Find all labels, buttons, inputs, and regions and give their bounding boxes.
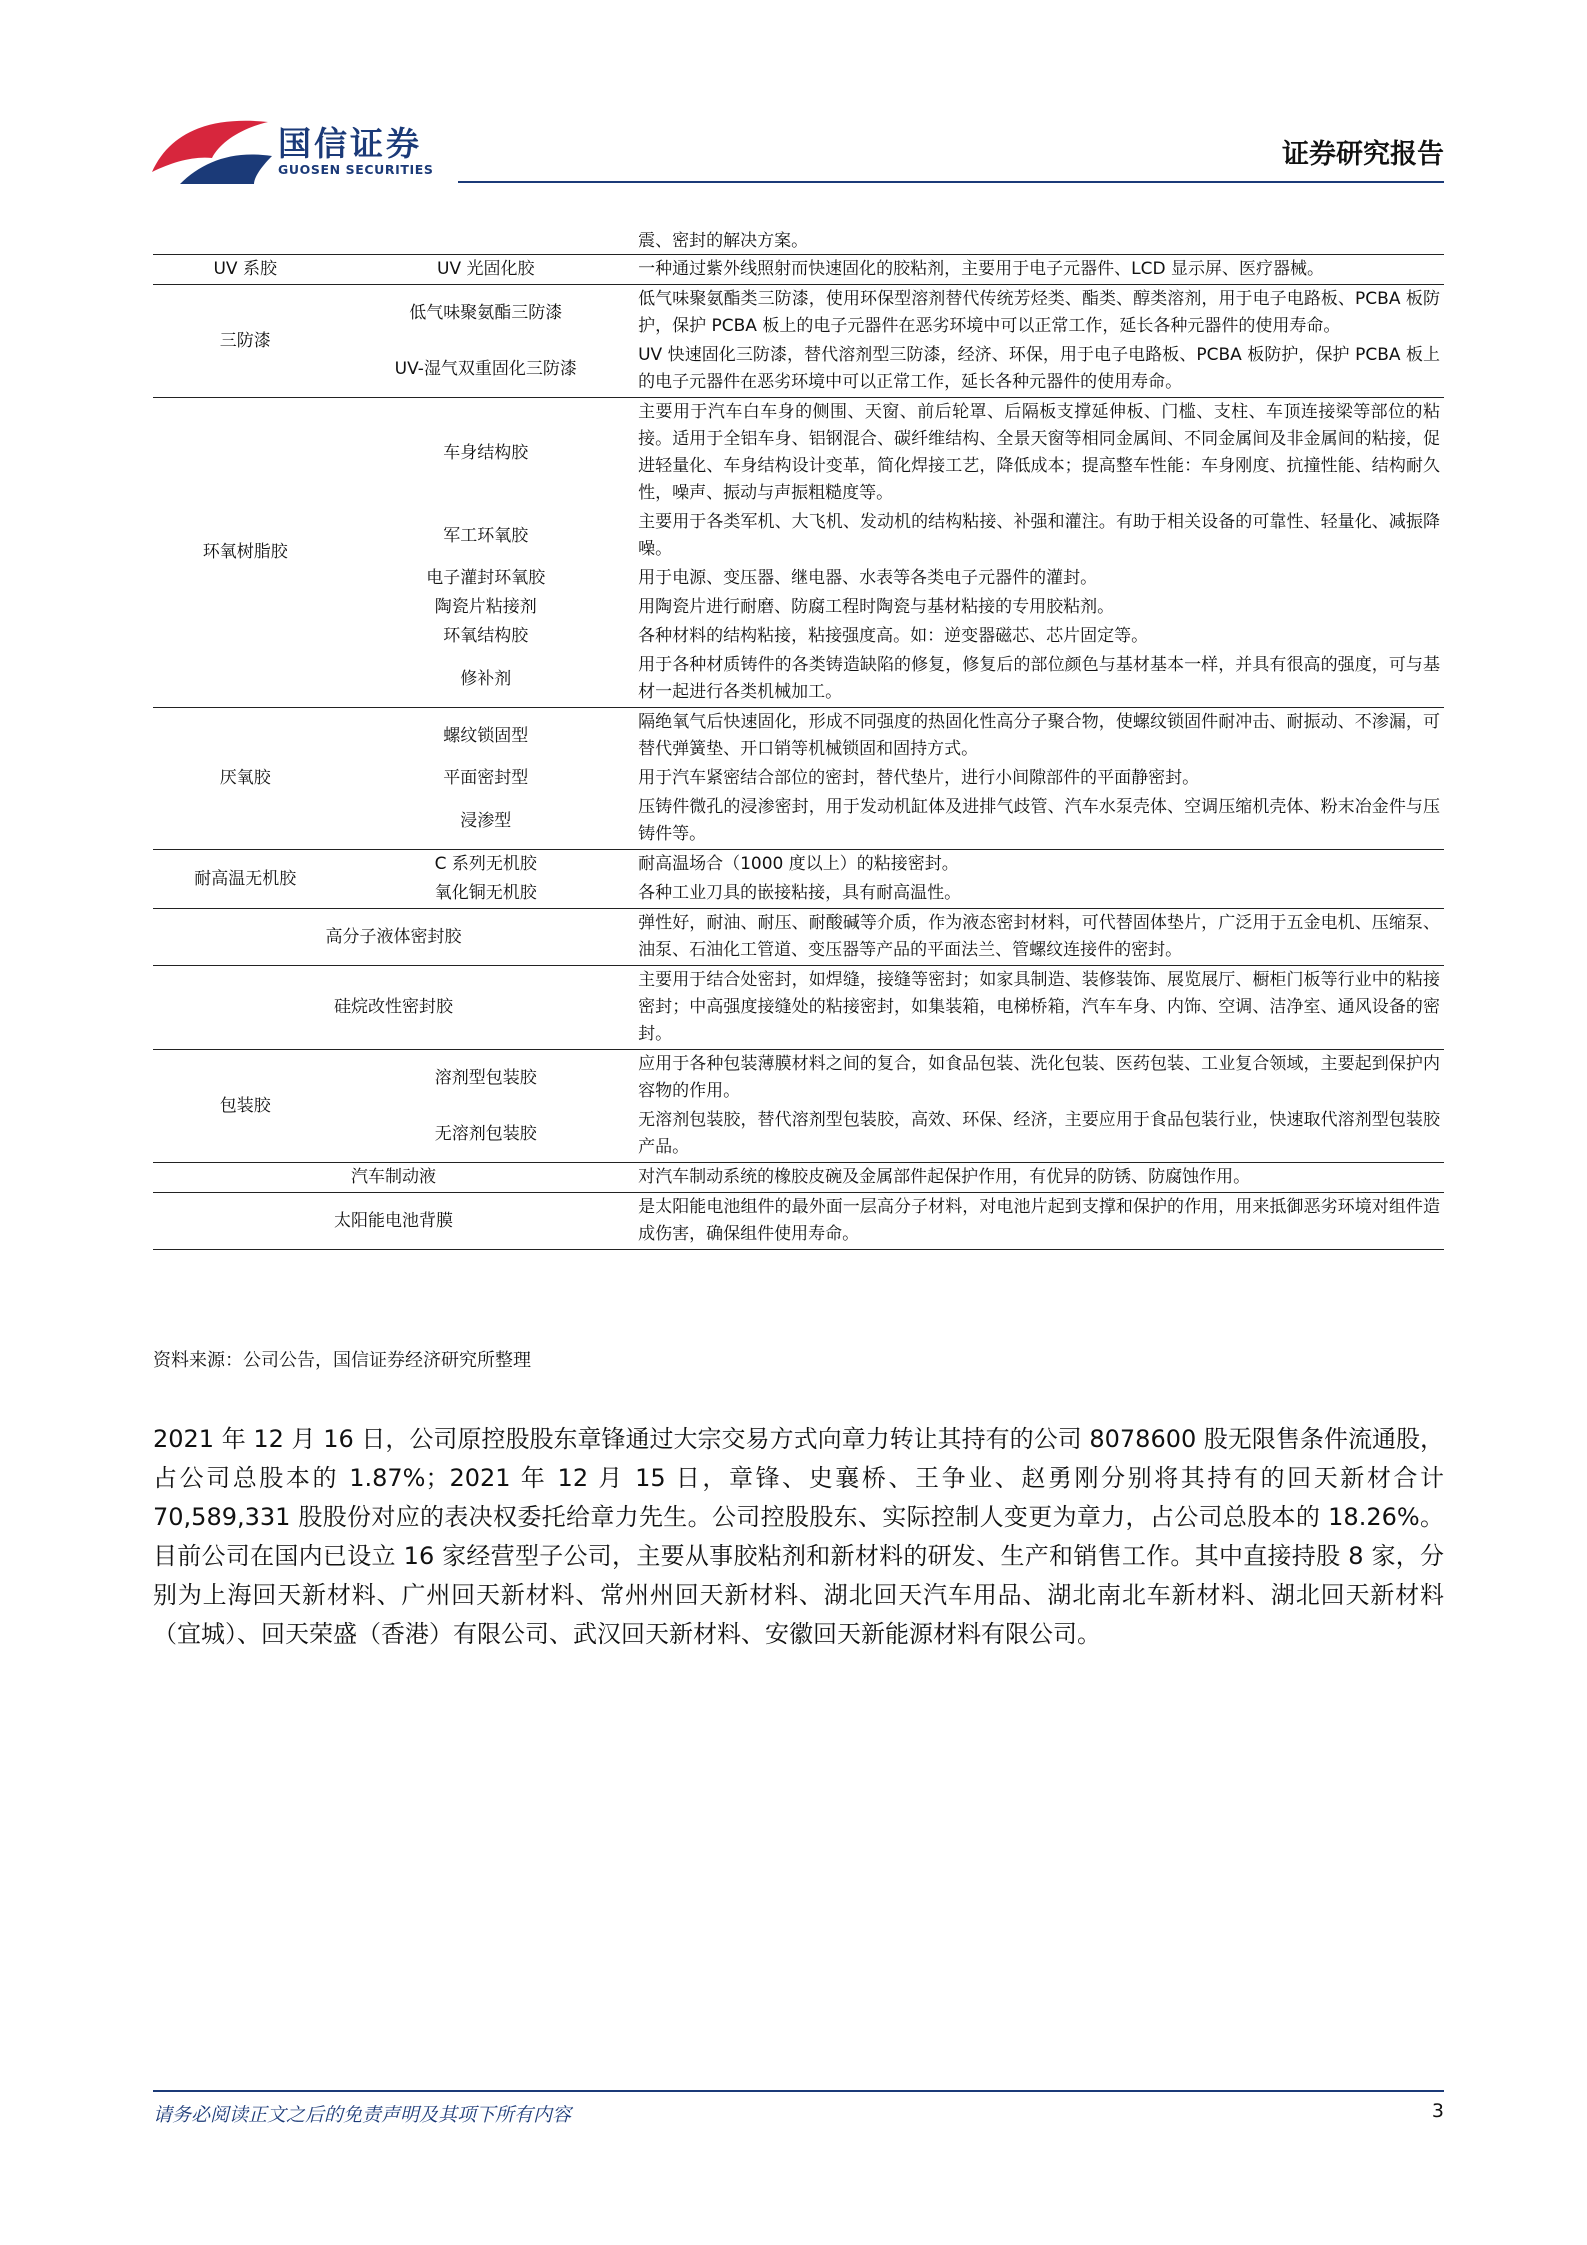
product-cell [337,228,634,255]
product-cell: UV 光固化胶 [337,255,634,285]
logo-name-en: GUOSEN SECURITIES [278,162,434,177]
logo-name-cn: 国信证券 [278,124,422,163]
table-row [153,879,1444,909]
description-cell: 用于电源、变压器、继电器、水表等各类电子元器件的灌封。 [638,568,1098,588]
product-cell: 溶剂型包装胶 [337,1050,634,1107]
description-cell: 压铸件微孔的浸渗密封，用于发动机缸体及进排气歧管、汽车水泵壳体、空调压缩机壳体、粉末冶金件与压铸件等。 [638,797,1440,844]
product-cell: UV-湿气双重固化三防漆 [394,358,577,379]
table-row [153,564,1444,593]
description-cell: UV 快速固化三防漆，替代溶剂型三防漆，经济、环保，用于电子电路板、PCBA 板防护，保护 PCBA 板上的电子元器件在恶劣环境中可以正常工作，延长各种元器件的使用寿命。 [638,345,1440,392]
product-cell: 环氧结构胶 [443,626,529,646]
description-cell: 一种通过紫外线照射而快速固化的胶粘剂，主要用于电子元器件、LCD 显示屏、医疗器械。 [634,255,1444,285]
category-cell: 硅烷改性密封胶 [153,966,634,1050]
category-cell: 厌氧胶 [153,708,337,850]
product-cell: 氧化铜无机胶 [434,883,537,903]
product-cell: 军工环氧胶 [443,525,529,546]
description-cell: 主要用于各类军机、大飞机、发动机的结构粘接、补强和灌注。有助于相关设备的可靠性、轻量化、减振降噪。 [638,512,1440,559]
category-cell: UV 系胶 [153,255,337,285]
description-cell: 各种工业刀具的嵌接粘接，具有耐高温性。 [638,883,962,903]
description-cell: 主要用于汽车白车身的侧围、天窗、前后轮罩、后隔板支撑延伸板、门槛、支柱、车顶连接梁等部位的粘接。适用于全铝车身、铝钢混合、碳纤维结构、全景天窗等相同金属间、不同金属间及非金属间的粘接，促进轻量化、车身结构设计变革，简化焊接工艺，降低成本；提高整车性能：车身刚度、抗撞性能、结构耐久性，噪声、振动与声振粗糙度等。 [634,398,1444,509]
description-cell: 低气味聚氨酯类三防漆，使用环保型溶剂替代传统芳烃类、酯类、醇类溶剂，用于电子电路板、PCBA 板防护，保护 PCBA 板上的电子元器件在恶劣环境中可以正常工作，延长各种元器件的使用寿命。 [634,285,1444,342]
table-row [153,708,1444,765]
report-type-title: 证券研究报告 [1282,139,1444,170]
category-cell: 三防漆 [153,285,337,398]
description-cell: 用于各种材质铸件的各类铸造缺陷的修复，修复后的部位颜色与基材基本一样，并具有很高的强度，可与基材一起进行各类机械加工。 [638,655,1440,702]
table-row [153,909,1444,966]
table-row [153,228,1444,255]
table-row [153,508,1444,564]
table-row [153,255,1444,285]
category-cell: 高分子液体密封胶 [153,909,634,966]
description-cell: 弹性好，耐油、耐压、耐酸碱等介质，作为液态密封材料，可代替固体垫片，广泛用于五金电机、压缩泵、油泵、石油化工管道、变压器等产品的平面法兰、管螺纹连接件的密封。 [634,909,1444,966]
table-row [153,593,1444,622]
product-table [153,228,1444,1250]
category-cell: 太阳能电池背膜 [153,1193,634,1250]
product-cell: 修补剂 [460,668,512,689]
table-row [153,622,1444,651]
category-cell: 环氧树脂胶 [153,398,337,708]
header-divider [458,181,1444,183]
description-cell: 耐高温场合（1000 度以上）的粘接密封。 [634,850,1444,880]
table-row [153,651,1444,708]
description-cell: 无溶剂包装胶，替代溶剂型包装胶，高效、环保、经济，主要应用于食品包装行业，快速取代溶剂型包装胶产品。 [638,1110,1440,1157]
product-cell: 低气味聚氨酯三防漆 [337,285,634,342]
description-cell: 用于汽车紧密结合部位的密封，替代垫片，进行小间隙部件的平面静密封。 [638,768,1200,788]
product-cell: 陶瓷片粘接剂 [434,597,537,617]
category-cell: 包装胶 [153,1050,337,1163]
description-cell: 隔绝氧气后快速固化，形成不同强度的热固化性高分子聚合物，使螺纹锁固件耐冲击、耐振动、不渗漏，可替代弹簧垫、开口销等机械锁固和固持方式。 [634,708,1444,765]
page-number: 3 [1431,2100,1444,2122]
table-row [153,1106,1444,1163]
body-paragraph: 2021 年 12 月 16 日，公司原控股股东章锋通过大宗交易方式向章力转让其持有的公司 8078600 股无限售条件流通股，占公司总股本的 1.87%；2021 年 12 月 15 日，章锋、史襄桥、王争业、赵勇刚分别将其持有的回天新材合计 70,589,331 股股份对应的表决权委托给章力先生。公司控股股东、实际控制人变更为章力，占公司总股本的 18.26%。目前公司在国内已设立 16 家经营型子公司，主要从事胶粘剂和新材料的研发、生产和销售工作。其中直接持股 8 家，分别为上海回天新材料、广州回天新材料、常州州回天新材料、湖北回天汽车用品、湖北南北车新材料、湖北回天新材料（宜城）、回天荣盛（香港）有限公司、武汉回天新材料、安徽回天新能源材料有限公司。 [153,1425,1444,1648]
table-row [153,764,1444,793]
table-row [153,285,1444,342]
category-cell: 汽车制动液 [153,1163,634,1193]
product-cell: 电子灌封环氧胶 [426,568,546,588]
table-row [153,793,1444,850]
table-row [153,966,1444,1050]
logo-swoosh-navy [180,154,272,184]
table-row [153,1050,1444,1107]
table-source: 资料来源：公司公告，国信证券经济研究所整理 [153,1350,531,1371]
table-row [153,850,1444,880]
description-cell: 主要用于结合处密封，如焊缝，接缝等密封；如家具制造、装修装饰、展览展厅、橱柜门板等行业中的粘接密封；中高强度接缝处的粘接密封，如集装箱，电梯桥箱，汽车车身、内饰、空调、洁净室、通风设备的密封。 [634,966,1444,1050]
description-cell: 用陶瓷片进行耐磨、防腐工程时陶瓷与基材粘接的专用胶粘剂。 [638,597,1115,617]
description-cell: 各种材料的结构粘接，粘接强度高。如：逆变器磁芯、芯片固定等。 [638,626,1149,646]
table-row [153,1163,1444,1193]
footer-divider [153,2090,1444,2092]
product-cell: 浸渗型 [460,810,512,831]
footer-disclaimer: 请务必阅读正文之后的免责声明及其项下所有内容 [153,2104,572,2126]
description-cell: 震、密封的解决方案。 [638,231,809,251]
product-cell: C 系列无机胶 [337,850,634,880]
description-cell: 是太阳能电池组件的最外面一层高分子材料，对电池片起到支撑和保护的作用，用来抵御恶劣环境对组件造成伤害，确保组件使用寿命。 [634,1193,1444,1250]
description-cell: 应用于各种包装薄膜材料之间的复合，如食品包装、洗化包装、医药包装、工业复合领域，主要起到保护内容物的作用。 [634,1050,1444,1107]
table-row [153,341,1444,398]
table-row [153,1193,1444,1250]
description-cell: 对汽车制动系统的橡胶皮碗及金属部件起保护作用，有优异的防锈、防腐蚀作用。 [634,1163,1444,1193]
product-cell: 平面密封型 [443,768,529,788]
category-cell: 耐高温无机胶 [153,850,337,909]
product-cell: 螺纹锁固型 [337,708,634,765]
table-row [153,398,1444,509]
product-cell: 无溶剂包装胶 [434,1123,537,1144]
product-cell: 车身结构胶 [337,398,634,509]
category-cell [153,228,337,255]
